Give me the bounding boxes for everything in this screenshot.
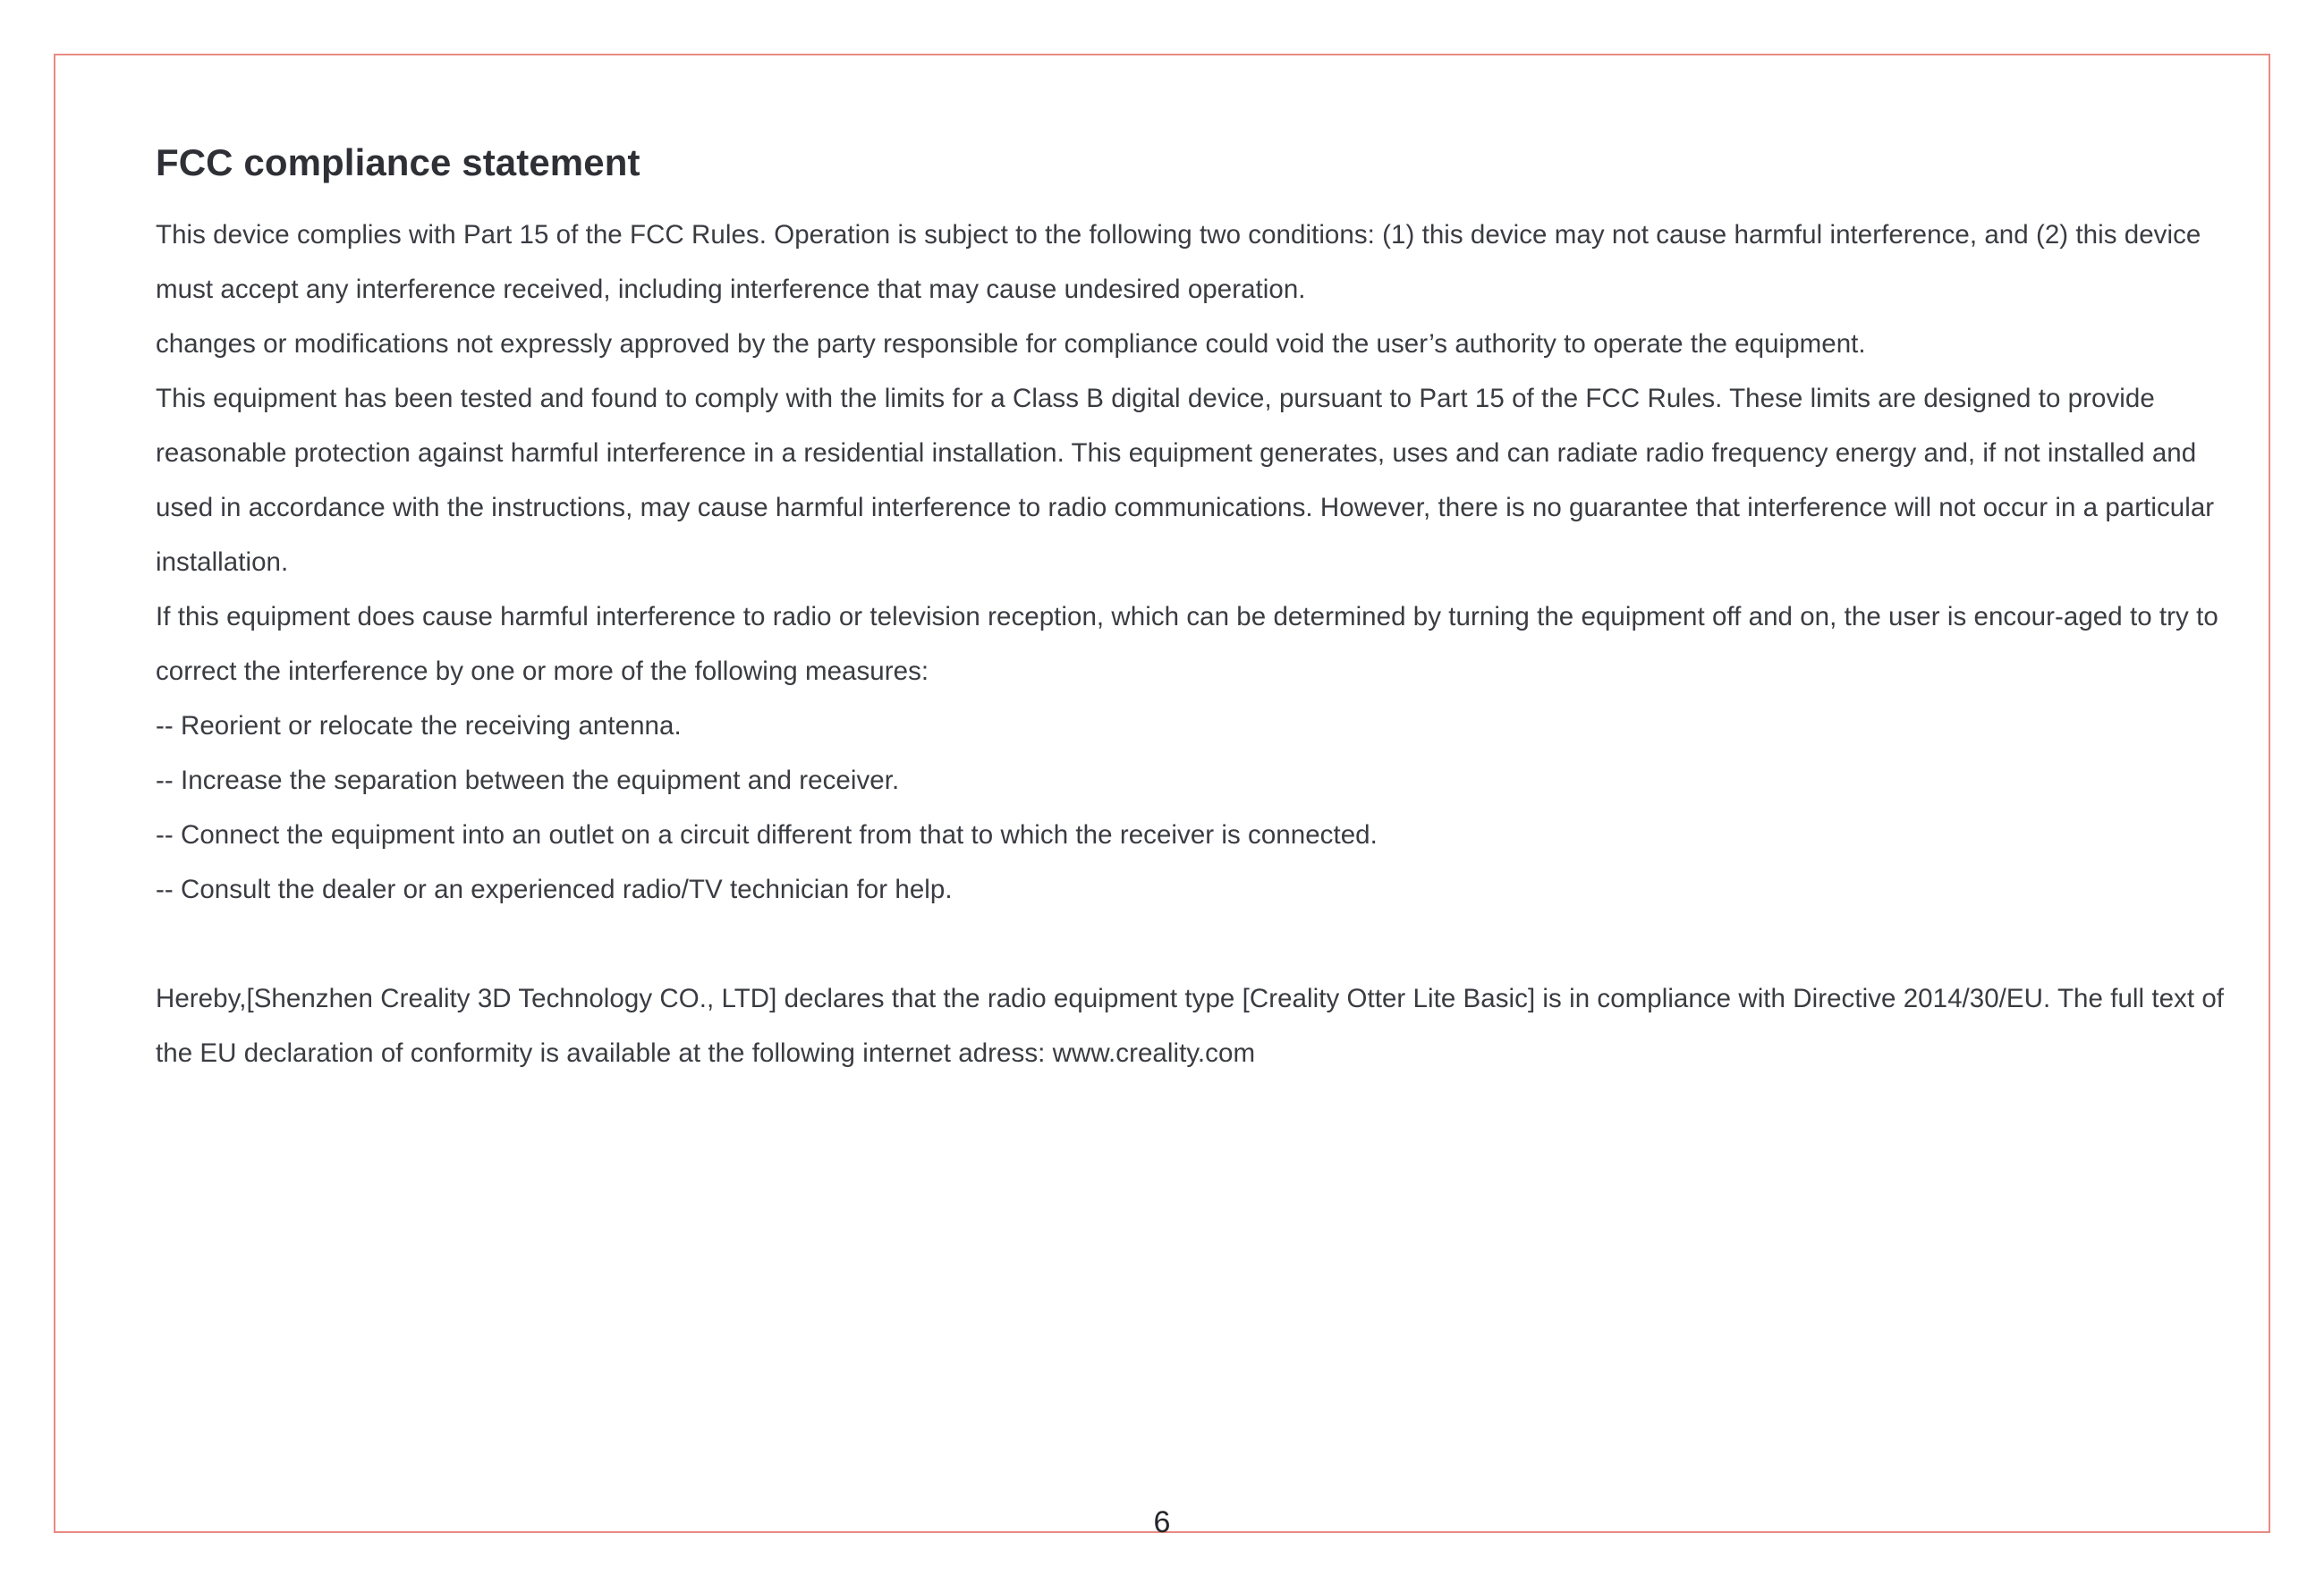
document-content [156,141,2240,1080]
paragraph-spacer [156,917,2240,971]
paragraph-unauthorized-changes: changes or modifications not expressly approved by the party responsible for compliance could void the user’s authority to operate the equipment. [156,329,1866,360]
page-title: FCC compliance statement [156,141,640,183]
page-number: 6 [1153,1505,1171,1539]
paragraph-part15-conditions: This device complies with Part 15 of the FCC Rules. Operation is subject to the following two conditions: (1) this device may not cause harmful interference, and (2) this device must accept any interference received, including interference that may cause undesired operation. [156,220,2209,305]
paragraph-corrective-measures-intro: If this equipment does cause harmful interference to radio or television reception, which can be determined by turning the equipment off and on, the user is encour-aged to try to correct the interference by one or more of the following measures: [156,602,2226,687]
paragraph-class-b-limits: This equipment has been tested and found to comply with the limits for a Class B digital device, pursuant to Part 15 of the FCC Rules. These limits are designed to provide reasonable protection against harmful interference in a residential installation. This equipment generates, uses and can radiate radio frequency energy and, if not installed and used in accordance with the instructions, may cause harmful interference to radio communications. However, there is no guarantee that interference will not occur in a particular installation. [156,384,2222,578]
list-item-reorient-antenna: -- Reorient or relocate the receiving antenna. [156,711,682,741]
list-item-different-circuit: -- Connect the equipment into an outlet on a circuit different from that to which the receiver is connected. [156,820,1378,851]
list-item-consult-dealer: -- Consult the dealer or an experienced radio/TV technician for help. [156,875,953,905]
paragraph-eu-declaration: Hereby,[Shenzhen Creality 3D Technology CO., LTD] declares that the radio equipment type [Creality Otter Lite Basic] is in compliance with Directive 2014/30/EU. The full text of the EU declaration of conformity is available at the following internet adress: www.creality.com [156,984,2232,1069]
page-border-frame [54,54,2270,1539]
list-item-increase-separation: -- Increase the separation between the equipment and receiver. [156,766,900,796]
